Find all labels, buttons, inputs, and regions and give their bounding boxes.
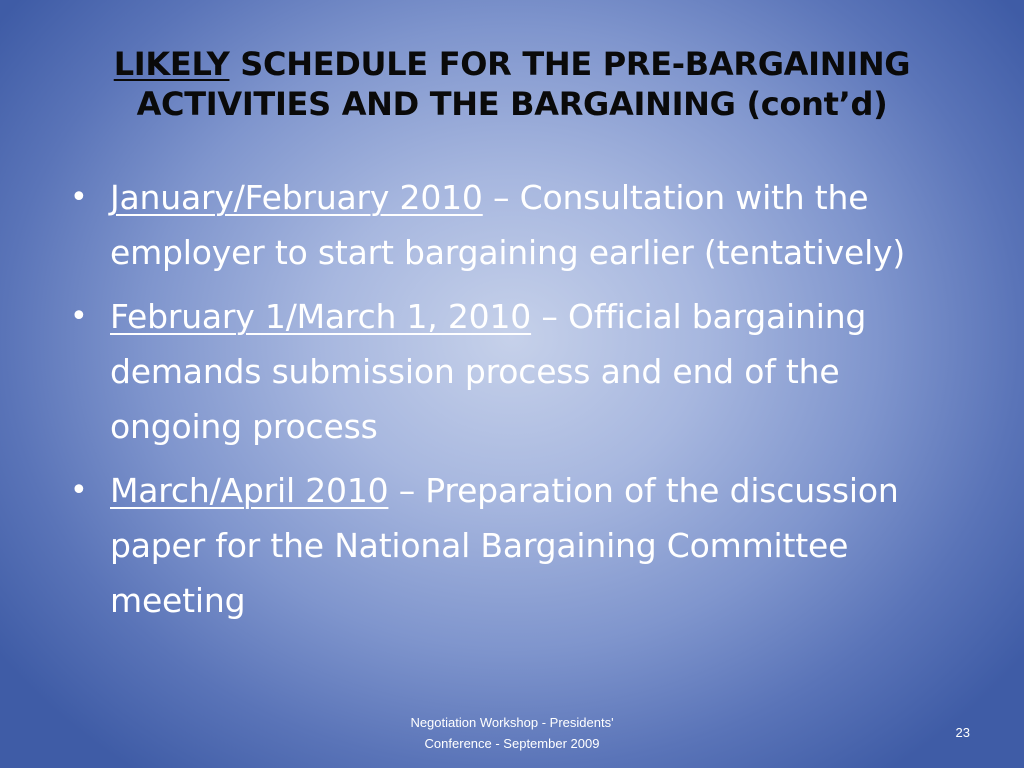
title-line1: SCHEDULE FOR THE PRE-BARGAINING	[229, 45, 911, 83]
bullet-text: – Consultation with the employer to start bargaining earlier (tentatively)	[110, 178, 906, 272]
bullet-list	[66, 170, 978, 637]
slide-title	[60, 44, 964, 124]
bullet-date: March/April 2010	[110, 471, 389, 510]
bullet-text: – Preparation of the discussion paper for the National Bargaining Committee meeting	[110, 471, 899, 620]
bullet-item	[66, 289, 978, 454]
footer-text	[362, 712, 662, 754]
bullet-item	[66, 170, 978, 280]
bullet-icon: •	[70, 180, 88, 215]
footer-line1: Negotiation Workshop - Presidents'	[410, 715, 614, 730]
bullet-date: February 1/March 1, 2010	[110, 297, 532, 336]
bullet-date: January/February 2010	[110, 178, 483, 217]
bullet-item	[66, 463, 978, 628]
page-number: 23	[955, 725, 970, 740]
bullet-text: – Official bargaining demands submission process and end of the ongoing process	[110, 297, 867, 446]
bullet-icon: •	[70, 299, 88, 334]
title-line2: ACTIVITIES AND THE BARGAINING (cont’d)	[136, 85, 888, 123]
title-emphasis: LIKELY	[113, 45, 230, 83]
footer-line2: Conference - September 2009	[424, 736, 600, 751]
bullet-icon: •	[70, 473, 88, 508]
